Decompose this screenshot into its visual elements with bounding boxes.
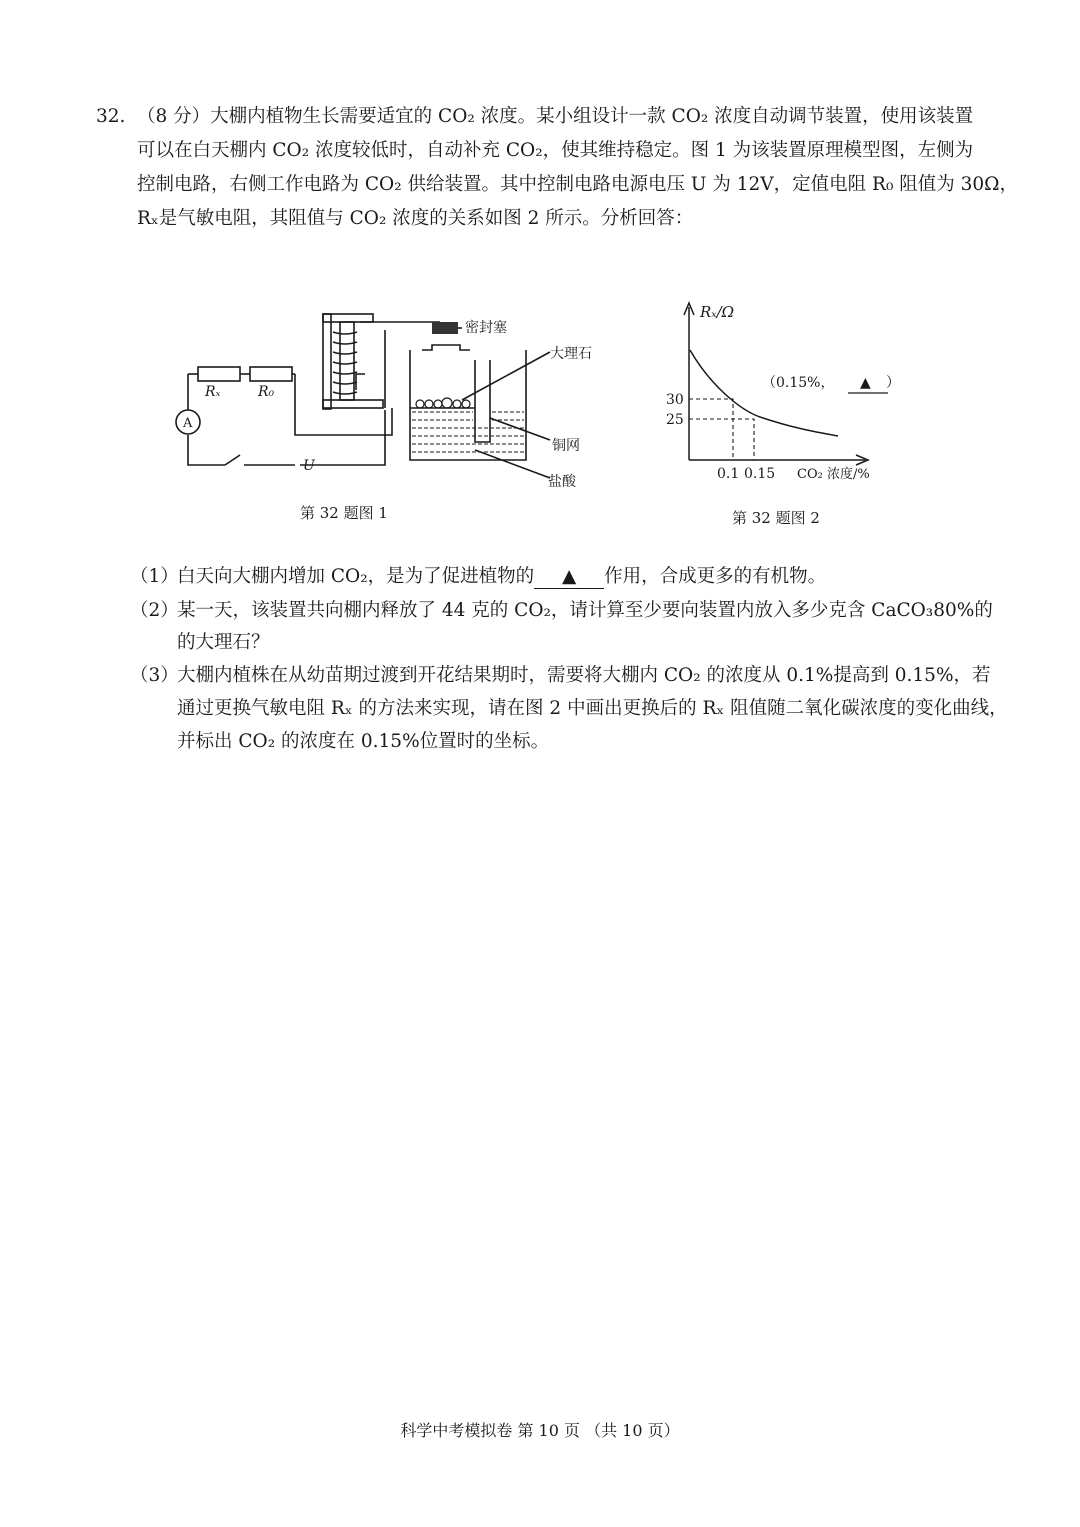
figure2-graph (660, 295, 900, 490)
y-axis-label: Rₓ/Ω (700, 303, 735, 321)
x-axis-label: CO₂ 浓度/% (797, 467, 870, 482)
part2-line: 的大理石？ (177, 632, 270, 653)
stem-line: Rₓ是气敏电阻，其阻值与 CO₂ 浓度的关系如图 2 所示。分析回答： (137, 208, 694, 229)
r0-label: R₀ (258, 384, 275, 400)
part2-line: 某一天，该装置共向棚内释放了 44 克的 CO₂，请计算至少要向装置内放入多少克含 CaCO₃80%的 (177, 600, 993, 621)
stem-line: 可以在白天棚内 CO₂ 浓度较低时，自动补充 CO₂，使其维持稳定。图 1 为该装置原理模型图，左侧为 (137, 140, 974, 161)
part1-number: （1） (130, 566, 179, 587)
figure1-diagram (170, 300, 630, 510)
seal-plug-label: 密封塞 (465, 320, 507, 336)
copper-mesh-label: 铜网 (552, 438, 580, 454)
blank-marker-icon: ▲ (860, 375, 871, 391)
marble-label: 大理石 (550, 346, 592, 362)
figure1-caption: 第 32 题图 1 (300, 504, 388, 522)
x-tick: 0.1 (717, 466, 740, 482)
part3-line: 并标出 CO₂ 的浓度在 0.15%位置时的坐标。 (177, 731, 550, 752)
annotation-close: ） (886, 375, 900, 391)
stem-line: 控制电路，右侧工作电路为 CO₂ 供给装置。其中控制电路电源电压 U 为 12V，定值电阻 R₀ 阻值为 30Ω， (137, 174, 1019, 195)
acid-label: 盐酸 (548, 474, 576, 490)
part2-number: （2） (130, 600, 179, 621)
ammeter-label: A (183, 416, 193, 431)
page-footer: 科学中考模拟卷 第 10 页 （共 10 页） (400, 1421, 680, 1440)
voltage-label: U (303, 458, 315, 474)
x-tick: 0.15 (744, 466, 776, 482)
answer-blank: ▲ (534, 566, 604, 589)
stem-line: （8 分）大棚内植物生长需要适宜的 CO₂ 浓度。某小组设计一款 CO₂ 浓度自动调节装置，使用该装置 (137, 106, 974, 127)
part3-line: 大棚内植株在从幼苗期过渡到开花结果期时，需要将大棚内 CO₂ 的浓度从 0.1%提高到 0.15%，若 (177, 665, 991, 686)
y-tick: 25 (666, 412, 684, 428)
y-tick: 30 (666, 392, 684, 408)
figure2-caption: 第 32 题图 2 (732, 509, 820, 527)
part1-before: 白天向大棚内增加 CO₂，是为了促进植物的 (177, 566, 535, 587)
rx-label: Rₓ (205, 384, 221, 400)
part3-number: （3） (130, 665, 179, 686)
coordinate-annotation: （0.15%， (762, 375, 835, 391)
part3-line: 通过更换气敏电阻 Rₓ 的方法来实现，请在图 2 中画出更换后的 Rₓ 阻值随二氧化碳浓度的变化曲线， (177, 698, 1008, 719)
question-number: 32. (96, 106, 126, 127)
question-stem (137, 100, 1019, 236)
part1-after: 作用，合成更多的有机物。 (604, 566, 827, 587)
part1-text (177, 560, 826, 594)
